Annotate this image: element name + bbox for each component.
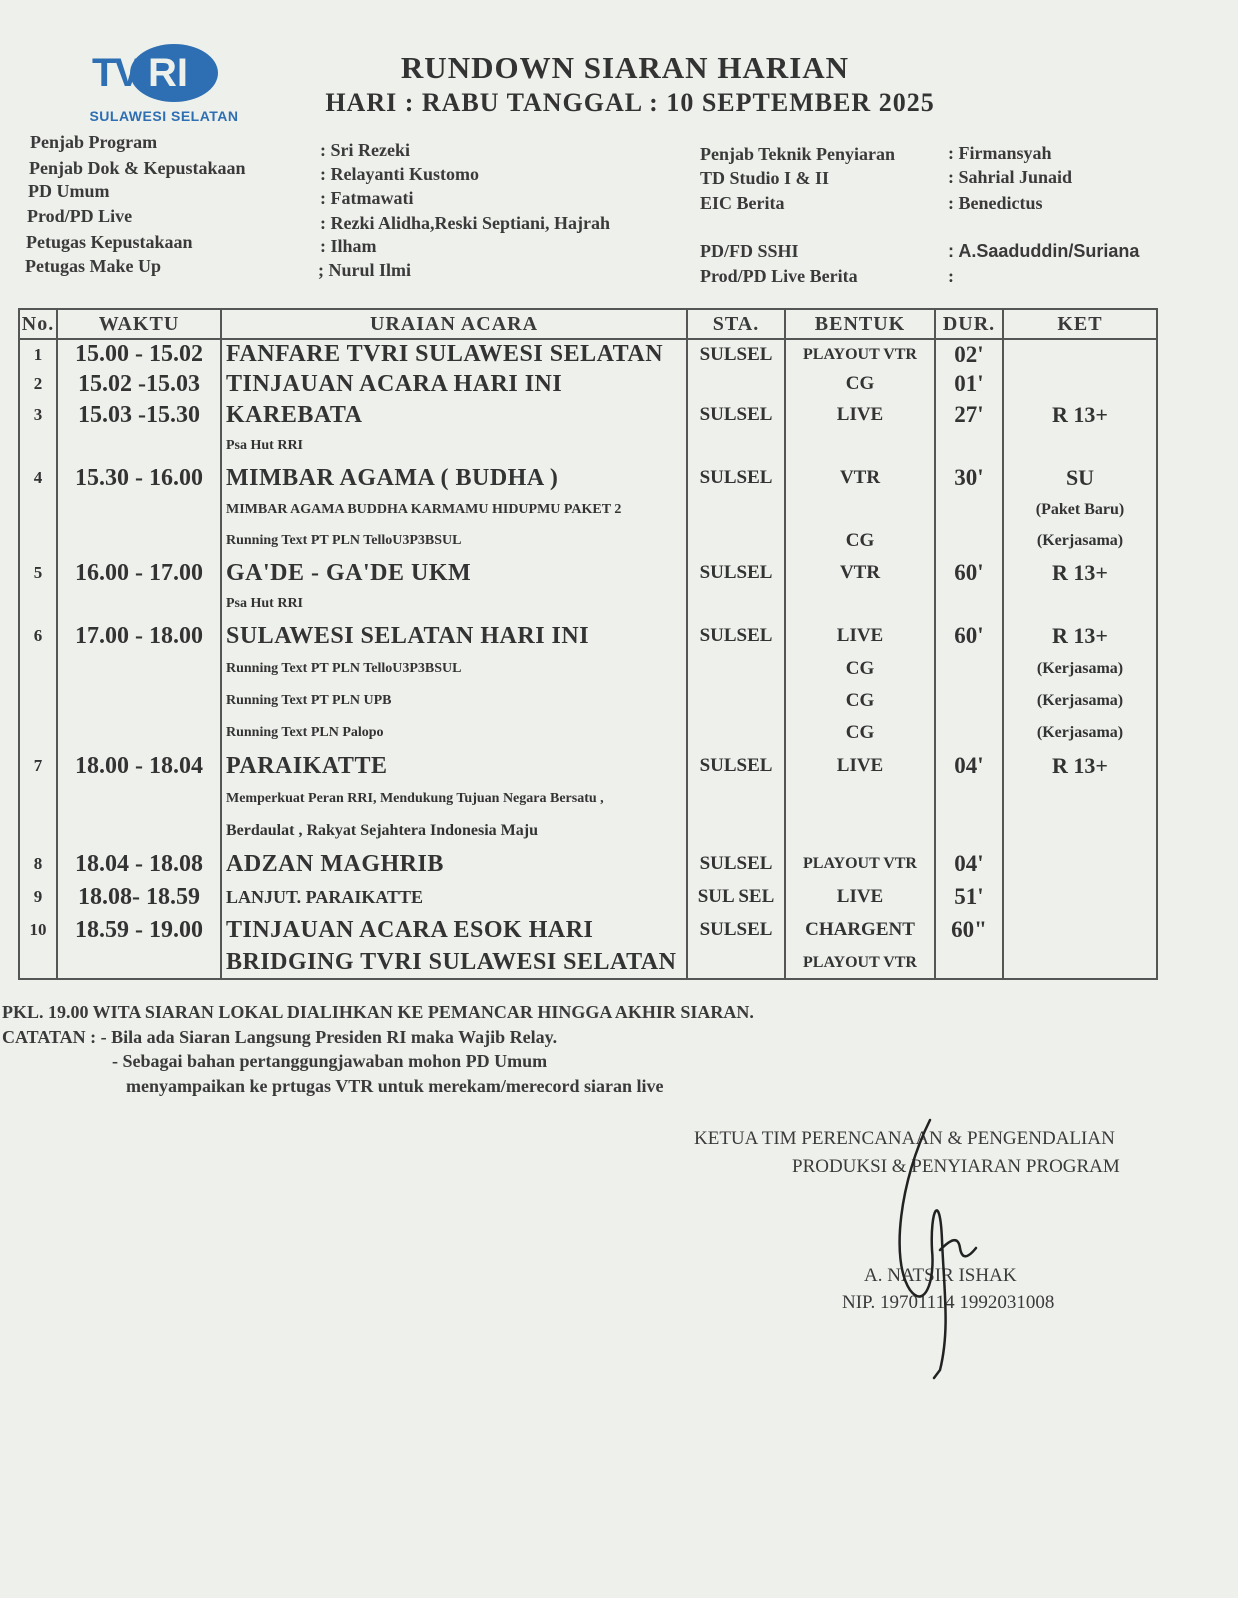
cell-duration: 04' [935,847,1003,881]
cell-time: 15.30 - 16.00 [57,461,221,495]
cell-notes [1003,947,1157,979]
table-row [19,881,1157,913]
table-row [19,749,1157,783]
cell-form: LIVE [785,749,935,783]
cell-program: ADZAN MAGHRIB [221,847,687,881]
signatory-role: KETUA TIM PERENCANAAN & PENGENDALIAN [694,1128,1115,1149]
table-row [19,947,1157,979]
staff-label: PD Umum [28,181,110,201]
staff-label: Penjab Teknik Penyiaran [700,144,896,164]
cell-station [687,685,785,717]
table-row [19,717,1157,749]
cell-station [687,947,785,979]
cell-duration [935,685,1003,717]
col-header-form: BENTUK [785,309,935,339]
cell-duration [935,653,1003,685]
table-row [19,815,1157,847]
cell-station: SULSEL [687,339,785,369]
cell-time [57,815,221,847]
cell-no: 1 [19,339,57,369]
cell-duration: 27' [935,399,1003,431]
staff-value: : Sahrial Junaid [948,167,1073,187]
cell-time [57,947,221,979]
svg-text:RI: RI [148,51,188,95]
cell-no: 3 [19,399,57,431]
cell-duration [935,783,1003,815]
cell-program: TINJAUAN ACARA ESOK HARI [221,913,687,947]
staff-label: Penjab Program [30,132,158,152]
staff-value: : Benedictus [948,193,1043,213]
cell-notes: (Kerjasama) [1003,685,1157,717]
cell-no: 6 [19,619,57,653]
cell-notes [1003,783,1157,815]
rundown-table [18,308,1158,980]
cell-time: 18.08- 18.59 [57,881,221,913]
staff-value: : Sri Rezeki [320,140,410,160]
staff-label: Prod/PD Live Berita [700,266,858,286]
signatory-nip: NIP. 19701114 1992031008 [842,1292,1055,1313]
cell-notes [1003,589,1157,619]
table-row [19,783,1157,815]
cell-program: Memperkuat Peran RRI, Mendukung Tujuan Negara Bersatu , [221,783,687,815]
cell-station: SULSEL [687,557,785,589]
cell-station [687,369,785,399]
cell-program: TINJAUAN ACARA HARI INI [221,369,687,399]
cell-form: PLAYOUT VTR [785,947,935,979]
col-header-duration: DUR. [935,309,1003,339]
cell-form [785,815,935,847]
col-header-desc: URAIAN ACARA [221,309,687,339]
cell-station [687,525,785,557]
staff-value: : Rezki Alidha,Reski Septiani, Hajrah [320,213,611,233]
table-row [19,685,1157,717]
cell-duration: 60' [935,557,1003,589]
cell-station: SULSEL [687,399,785,431]
cell-no [19,653,57,685]
cell-no [19,685,57,717]
cell-notes: (Paket Baru) [1003,495,1157,525]
cell-no [19,589,57,619]
cell-no [19,815,57,847]
document-title: RUNDOWN SIARAN HARIAN [400,50,850,85]
cell-no: 2 [19,369,57,399]
cell-station: SULSEL [687,749,785,783]
cell-station: SULSEL [687,913,785,947]
cell-time [57,525,221,557]
col-header-notes: KET [1003,309,1157,339]
cell-time: 15.02 -15.03 [57,369,221,399]
cell-time [57,685,221,717]
cell-program: KAREBATA [221,399,687,431]
staff-value: ; Nurul Ilmi [318,260,412,280]
cell-notes [1003,431,1157,461]
col-header-station: STA. [687,309,785,339]
table-row [19,431,1157,461]
cell-station [687,589,785,619]
cell-form: VTR [785,557,935,589]
cell-station: SULSEL [687,847,785,881]
table-row [19,461,1157,495]
cell-no [19,783,57,815]
svg-text:TV: TV [92,51,140,95]
cell-no: 8 [19,847,57,881]
cell-program: Berdaulat , Rakyat Sejahtera Indonesia Maju [221,815,687,847]
cell-notes: (Kerjasama) [1003,717,1157,749]
tvri-logo [70,42,250,132]
cell-time [57,653,221,685]
cell-duration: 60" [935,913,1003,947]
cell-program: Running Text PT PLN TelloU3P3BSUL [221,525,687,557]
cell-form: PLAYOUT VTR [785,847,935,881]
staff-value: : Relayanti Kustomo [320,164,479,184]
cell-program: MIMBAR AGAMA BUDDHA KARMAMU HIDUPMU PAKET 2 [221,495,687,525]
cell-station: SULSEL [687,619,785,653]
cell-time [57,495,221,525]
table-row [19,339,1157,369]
handwritten-signature-icon [880,1100,1000,1390]
cell-notes [1003,913,1157,947]
cell-program: MIMBAR AGAMA ( BUDHA ) [221,461,687,495]
cell-form: PLAYOUT VTR [785,339,935,369]
cell-program: Running Text PT PLN TelloU3P3BSUL [221,653,687,685]
cell-program: LANJUT. PARAIKATTE [221,881,687,913]
cell-notes [1003,339,1157,369]
cell-program: Psa Hut RRI [221,431,687,461]
cell-notes: SU [1003,461,1157,495]
table-row [19,525,1157,557]
col-header-no: No. [19,309,57,339]
cell-duration: 01' [935,369,1003,399]
cell-form: CG [785,653,935,685]
staff-label: EIC Berita [700,193,785,213]
cell-form: CG [785,525,935,557]
cell-time [57,589,221,619]
cell-program: BRIDGING TVRI SULAWESI SELATAN [221,947,687,979]
table-row [19,369,1157,399]
cell-notes [1003,815,1157,847]
staff-label: Petugas Kepustakaan [26,232,193,252]
staff-value: : Ilham [320,236,377,256]
cell-no: 5 [19,557,57,589]
cell-notes: (Kerjasama) [1003,525,1157,557]
cell-form: VTR [785,461,935,495]
staff-value: : Firmansyah [948,143,1052,163]
cell-time: 15.00 - 15.02 [57,339,221,369]
cell-time: 18.04 - 18.08 [57,847,221,881]
document-date: HARI : RABU TANGGAL : 10 SEPTEMBER 2025 [325,88,935,117]
table-row [19,589,1157,619]
cell-duration [935,525,1003,557]
cell-no [19,525,57,557]
table-row [19,399,1157,431]
cell-program: Running Text PT PLN UPB [221,685,687,717]
cell-form: CG [785,685,935,717]
table-row [19,847,1157,881]
signatory-role: PRODUKSI & PENYIARAN PROGRAM [792,1156,1120,1177]
cell-form: CHARGENT [785,913,935,947]
cell-time: 18.59 - 19.00 [57,913,221,947]
rundown-rows [19,339,1157,979]
cell-notes [1003,847,1157,881]
cell-duration: 02' [935,339,1003,369]
cell-program: Psa Hut RRI [221,589,687,619]
cell-duration [935,431,1003,461]
cell-duration [935,947,1003,979]
logo-caption: SULAWESI SELATAN [89,108,239,124]
cell-time [57,783,221,815]
cell-program: PARAIKATTE [221,749,687,783]
staff-label: Penjab Dok & Kepustakaan [29,158,246,178]
staff-label: TD Studio I & II [700,168,830,188]
cell-no [19,947,57,979]
cell-notes: (Kerjasama) [1003,653,1157,685]
table-row [19,557,1157,589]
cell-duration: 51' [935,881,1003,913]
cell-form: CG [785,717,935,749]
col-header-time: WAKTU [57,309,221,339]
table-row [19,653,1157,685]
staff-value: : Fatmawati [320,188,414,208]
cell-station [687,653,785,685]
cell-time: 17.00 - 18.00 [57,619,221,653]
cell-no: 10 [19,913,57,947]
cell-form: LIVE [785,881,935,913]
cell-no: 4 [19,461,57,495]
cell-form: CG [785,369,935,399]
cell-time: 15.03 -15.30 [57,399,221,431]
table-row [19,619,1157,653]
catatan-note: CATATAN : - Bila ada Siaran Langsung Presiden RI maka Wajib Relay. [2,1027,558,1047]
cell-station [687,717,785,749]
cell-duration [935,589,1003,619]
cell-notes [1003,369,1157,399]
staff-value: : [948,266,954,286]
cell-notes [1003,881,1157,913]
cell-duration: 60' [935,619,1003,653]
staff-label: PD/FD SSHI [700,241,799,261]
cell-no [19,495,57,525]
tvri-logo-icon [92,42,222,104]
cell-time [57,431,221,461]
staff-label: Petugas Make Up [25,256,161,276]
staff-label: Prod/PD Live [27,206,133,226]
cell-program: Running Text PLN Palopo [221,717,687,749]
table-header-row [19,309,1157,339]
table-row [19,913,1157,947]
cell-time: 16.00 - 17.00 [57,557,221,589]
cell-station: SUL SEL [687,881,785,913]
cell-station: SULSEL [687,461,785,495]
cell-program: FANFARE TVRI SULAWESI SELATAN [221,339,687,369]
signatory-name: A. NATSIR ISHAK [864,1265,1017,1286]
cell-station [687,431,785,461]
staff-value: : A.Saaduddin/Suriana [948,241,1140,261]
cell-notes: R 13+ [1003,557,1157,589]
cell-duration: 04' [935,749,1003,783]
cell-duration [935,495,1003,525]
cell-notes: R 13+ [1003,749,1157,783]
catatan-note: - Sebagai bahan pertanggungjawaban mohon PD Umum [112,1051,548,1071]
cell-form: LIVE [785,399,935,431]
cell-no: 7 [19,749,57,783]
cell-duration: 30' [935,461,1003,495]
cell-station [687,495,785,525]
cell-form: LIVE [785,619,935,653]
cell-notes: R 13+ [1003,399,1157,431]
cell-time: 18.00 - 18.04 [57,749,221,783]
cell-station [687,815,785,847]
cell-program: GA'DE - GA'DE UKM [221,557,687,589]
cell-no: 9 [19,881,57,913]
broadcast-note: PKL. 19.00 WITA SIARAN LOKAL DIALIHKAN KE PEMANCAR HINGGA AKHIR SIARAN. [2,1002,754,1022]
cell-duration [935,717,1003,749]
cell-form [785,431,935,461]
table-row [19,495,1157,525]
cell-duration [935,815,1003,847]
cell-no [19,717,57,749]
cell-no [19,431,57,461]
catatan-note: menyampaikan ke prtugas VTR untuk merekam/merecord siaran live [126,1076,664,1096]
cell-program: SULAWESI SELATAN HARI INI [221,619,687,653]
cell-station [687,783,785,815]
cell-notes: R 13+ [1003,619,1157,653]
cell-form [785,783,935,815]
cell-form [785,589,935,619]
cell-form [785,495,935,525]
cell-time [57,717,221,749]
